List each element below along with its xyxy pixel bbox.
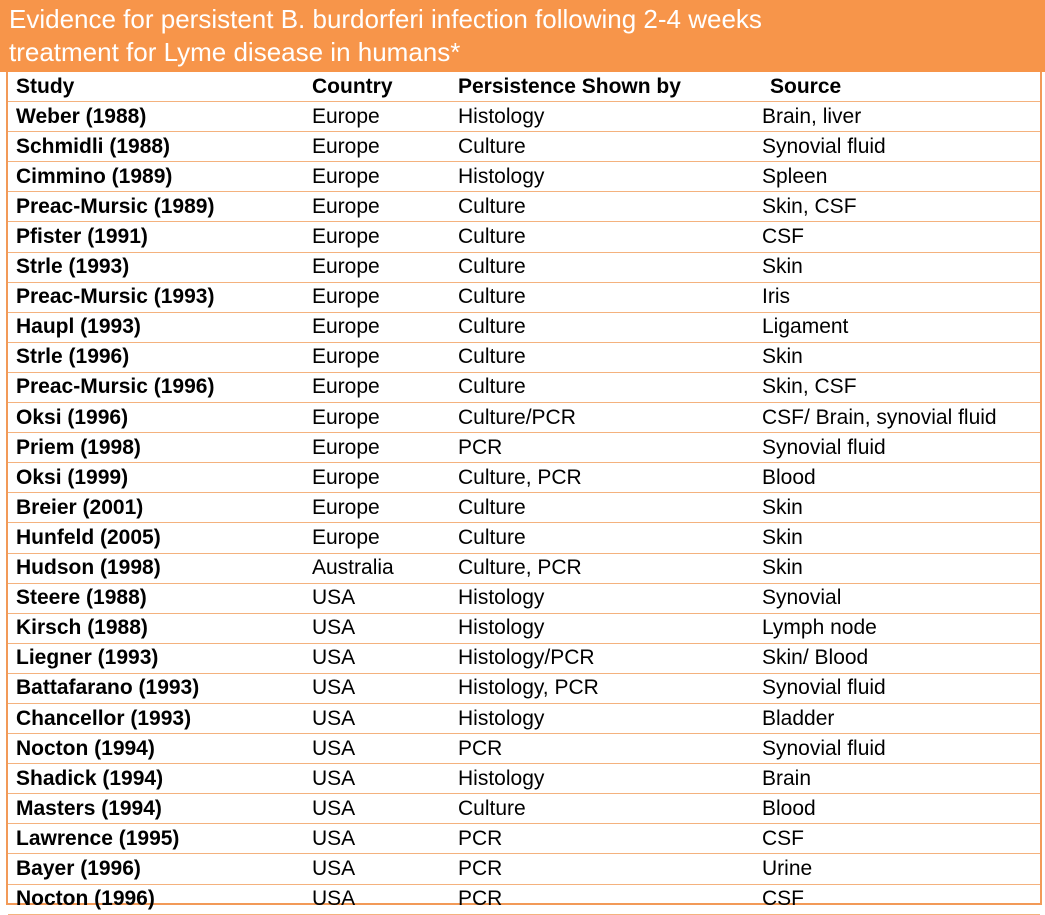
evidence-table xyxy=(8,72,1040,915)
cell-study: Kirsch (1988) xyxy=(16,616,148,640)
cell-country: USA xyxy=(312,766,356,790)
table-row xyxy=(8,673,1040,703)
cell-study: Preac-Mursic (1989) xyxy=(16,194,215,218)
table-row xyxy=(8,613,1040,643)
cell-method: Culture xyxy=(458,375,526,399)
cell-country: USA xyxy=(312,826,356,850)
cell-study: Breier (2001) xyxy=(16,495,144,519)
cell-method: PCR xyxy=(458,736,503,760)
header-country: Country xyxy=(312,74,393,98)
cell-source: CSF xyxy=(762,887,804,911)
title-banner xyxy=(0,0,1045,72)
cell-method: Culture xyxy=(458,796,526,820)
cell-study: Pfister (1991) xyxy=(16,225,148,249)
cell-source: Brain xyxy=(762,766,812,790)
cell-source: Skin xyxy=(762,255,803,279)
title-line-2: treatment for Lyme disease in humans* xyxy=(9,37,461,67)
table-row xyxy=(8,583,1040,613)
cell-country: Europe xyxy=(312,134,380,158)
cell-country: Europe xyxy=(312,104,380,128)
cell-country: Europe xyxy=(312,255,380,279)
cell-source: Ligament xyxy=(762,315,849,339)
cell-country: Europe xyxy=(312,525,380,549)
table-row xyxy=(8,764,1040,794)
cell-method: Culture, PCR xyxy=(458,556,582,580)
table-row xyxy=(8,433,1040,463)
cell-country: USA xyxy=(312,646,356,670)
cell-method: Culture xyxy=(458,285,526,309)
cell-method: Culture, PCR xyxy=(458,465,582,489)
table-row xyxy=(8,463,1040,493)
cell-country: USA xyxy=(312,796,356,820)
cell-method: Culture xyxy=(458,255,526,279)
table-row xyxy=(8,854,1040,884)
cell-study: Cimmino (1989) xyxy=(16,164,173,188)
cell-study: Liegner (1993) xyxy=(16,646,159,670)
table-row xyxy=(8,162,1040,192)
cell-country: USA xyxy=(312,856,356,880)
cell-study: Hudson (1998) xyxy=(16,556,161,580)
cell-country: Europe xyxy=(312,405,380,429)
cell-method: Culture xyxy=(458,345,526,369)
cell-source: Skin xyxy=(762,495,803,519)
table-row xyxy=(8,824,1040,854)
cell-study: Shadick (1994) xyxy=(16,766,164,790)
cell-method: Culture xyxy=(458,194,526,218)
cell-study: Nocton (1994) xyxy=(16,736,155,760)
cell-method: Histology xyxy=(458,706,545,730)
cell-source: Synovial fluid xyxy=(762,435,886,459)
cell-country: Europe xyxy=(312,345,380,369)
cell-study: Hunfeld (2005) xyxy=(16,525,161,549)
cell-study: Preac-Mursic (1996) xyxy=(16,375,215,399)
cell-study: Oksi (1996) xyxy=(16,405,129,429)
cell-method: Culture/PCR xyxy=(458,405,576,429)
cell-study: Oksi (1999) xyxy=(16,465,129,489)
cell-source: Blood xyxy=(762,465,816,489)
cell-source: Bladder xyxy=(762,706,835,730)
header-study: Study xyxy=(16,74,75,98)
cell-source: Lymph node xyxy=(762,616,877,640)
cell-study: Schmidli (1988) xyxy=(16,134,171,158)
cell-method: Histology xyxy=(458,104,545,128)
cell-source: Brain, liver xyxy=(762,104,862,128)
table-row xyxy=(8,282,1040,312)
title-line-1: Evidence for persistent B. burdorferi infection following 2-4 weeks xyxy=(9,4,762,34)
cell-country: USA xyxy=(312,586,356,610)
cell-method: Histology xyxy=(458,766,545,790)
cell-country: Europe xyxy=(312,194,380,218)
cell-country: USA xyxy=(312,676,356,700)
cell-country: USA xyxy=(312,887,356,911)
table-row xyxy=(8,192,1040,222)
table-row xyxy=(8,553,1040,583)
cell-method: PCR xyxy=(458,435,503,459)
cell-source: Synovial fluid xyxy=(762,736,886,760)
cell-study: Strle (1993) xyxy=(16,255,130,279)
cell-method: PCR xyxy=(458,887,503,911)
cell-method: Histology xyxy=(458,616,545,640)
cell-method: Histology, PCR xyxy=(458,676,599,700)
cell-method: Culture xyxy=(458,315,526,339)
cell-study: Battafarano (1993) xyxy=(16,676,200,700)
cell-country: Europe xyxy=(312,225,380,249)
table-row xyxy=(8,703,1040,733)
cell-study: Masters (1994) xyxy=(16,796,162,820)
cell-country: Europe xyxy=(312,375,380,399)
cell-method: Culture xyxy=(458,525,526,549)
table-row xyxy=(8,403,1040,433)
cell-study: Steere (1988) xyxy=(16,586,147,610)
cell-study: Chancellor (1993) xyxy=(16,706,192,730)
cell-country: Europe xyxy=(312,435,380,459)
cell-method: Culture xyxy=(458,225,526,249)
cell-source: CSF xyxy=(762,225,804,249)
table-row xyxy=(8,523,1040,553)
table-row xyxy=(8,734,1040,764)
cell-source: Iris xyxy=(762,285,790,309)
table-row xyxy=(8,222,1040,252)
table-row xyxy=(8,884,1040,914)
cell-method: Culture xyxy=(458,134,526,158)
cell-country: Europe xyxy=(312,164,380,188)
cell-country: Australia xyxy=(312,556,394,580)
cell-method: Histology/PCR xyxy=(458,646,595,670)
cell-source: Skin, CSF xyxy=(762,194,857,218)
cell-source: Blood xyxy=(762,796,816,820)
cell-source: Spleen xyxy=(762,164,828,188)
cell-study: Nocton (1996) xyxy=(16,887,155,911)
cell-source: Urine xyxy=(762,856,813,880)
header-method: Persistence Shown by xyxy=(458,74,681,98)
cell-source: Skin/ Blood xyxy=(762,646,869,670)
cell-country: Europe xyxy=(312,495,380,519)
cell-source: Skin xyxy=(762,525,803,549)
cell-source: CSF xyxy=(762,826,804,850)
cell-country: Europe xyxy=(312,285,380,309)
table-row xyxy=(8,132,1040,162)
header-source: Source xyxy=(770,74,842,98)
cell-method: Histology xyxy=(458,586,545,610)
cell-source: Skin, CSF xyxy=(762,375,857,399)
cell-country: USA xyxy=(312,736,356,760)
cell-country: USA xyxy=(312,616,356,640)
cell-study: Preac-Mursic (1993) xyxy=(16,285,215,309)
table-row xyxy=(8,312,1040,342)
cell-method: Culture xyxy=(458,495,526,519)
table-header-row xyxy=(8,72,1040,102)
cell-study: Haupl (1993) xyxy=(16,315,141,339)
cell-source: Synovial xyxy=(762,586,842,610)
table-row xyxy=(8,342,1040,372)
table-row xyxy=(8,252,1040,282)
cell-method: PCR xyxy=(458,826,503,850)
cell-source: Synovial fluid xyxy=(762,676,886,700)
cell-study: Bayer (1996) xyxy=(16,856,141,880)
table-row xyxy=(8,794,1040,824)
cell-source: CSF/ Brain, synovial fluid xyxy=(762,405,997,429)
cell-method: Histology xyxy=(458,164,545,188)
table-row xyxy=(8,493,1040,523)
cell-country: Europe xyxy=(312,465,380,489)
table-body xyxy=(8,102,1040,915)
cell-method: PCR xyxy=(458,856,503,880)
table-row xyxy=(8,372,1040,402)
cell-study: Weber (1988) xyxy=(16,104,147,128)
table-row xyxy=(8,643,1040,673)
cell-source: Skin xyxy=(762,345,803,369)
cell-source: Synovial fluid xyxy=(762,134,886,158)
cell-country: USA xyxy=(312,706,356,730)
cell-country: Europe xyxy=(312,315,380,339)
cell-study: Strle (1996) xyxy=(16,345,130,369)
evidence-table-frame xyxy=(6,72,1042,911)
cell-study: Priem (1998) xyxy=(16,435,141,459)
cell-study: Lawrence (1995) xyxy=(16,826,180,850)
table-row xyxy=(8,102,1040,132)
cell-source: Skin xyxy=(762,556,803,580)
